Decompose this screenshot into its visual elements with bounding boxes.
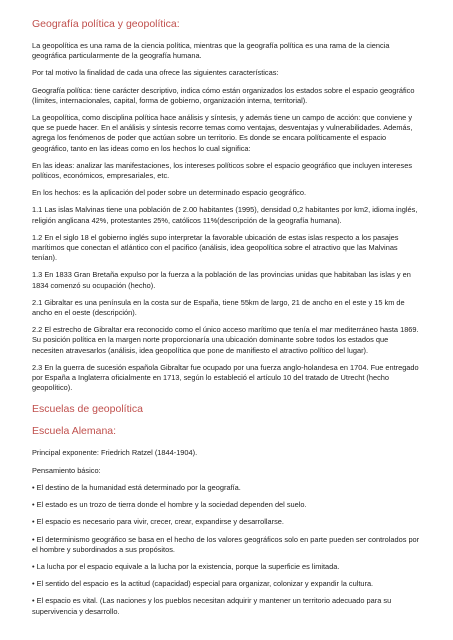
paragraph: En los hechos: es la aplicación del poder sobre un determinado espacio geográfico. [32, 188, 307, 198]
document-title: Geografía política y geopolítica: [32, 18, 180, 30]
bullet-item: • El espacio es vital. (Las naciones y los pueblos necesitan adquirir y mantener un territorio adecuado para su supervivencia y desarrollo. [32, 596, 392, 616]
subsection-title: Escuela Alemana: [32, 425, 117, 438]
paragraph: 1.1 Las islas Malvinas tiene una población de 2.00 habitantes (1995), densidad 0,2 habitantes por km2, idioma inglés, religión anglicana 42%, protestantes 25%, católicos 11%(descripción de la geografía humana). [32, 205, 418, 225]
section-title: Escuelas de geopolítica [32, 403, 143, 416]
bullet-item: • El sentido del espacio es la actitud (capacidad) especial para organizar, colonizar y expandir la cultura. [32, 579, 374, 589]
paragraph: Geografía política: tiene carácter descriptivo, indica cómo están organizados los estados sobre el espacio geográfico (límites, internacionales, capital, forma de gobierno, organización interna, territorial). [32, 85, 415, 105]
paragraph: En las ideas: analizar las manifestaciones, los intereses políticos sobre el espacio geográfico que incluyen intereses políticos, económicos, empresariales, etc. [32, 160, 413, 181]
bullet-item: • El destino de la humanidad está determinado por la geografía. [32, 482, 241, 492]
paragraph: La geopolítica es una rama de la ciencia política, mientras que la geografía política es una rama de la ciencia geográfica particularmente de la geografía humana. [32, 41, 390, 61]
paragraph: La geopolítica, como disciplina política hace análisis y síntesis, y además tiene un campo de acción: que conviene y que se puede hacer. En el análisis y síntesis recorre temas como ventajas, desventajas y vulnerabilidades. Además, agrega los fenómenos de poder que actúan sobre un territorio. Es donde se encara políticamente el espacio geográfico, tanto en las ideas como en los hechos lo cual significa: [32, 113, 413, 153]
bullet-item: • El estado es un trozo de tierra donde el hombre y la sociedad dependen del suelo. [32, 500, 307, 510]
bullet-item: • El determinismo geográfico se basa en el hecho de los valores geográficos solo en parte pueden ser controlados por el hombre y subordinados a sus propósitos. [32, 534, 420, 554]
paragraph: 1.2 En el siglo 18 el gobierno inglés supo interpretar la favorable ubicación de estas islas respecto a los pasajes marítimos que conectan el atlántico con el pacifico (análisis, idea geopolítica sobre el atractivo que las Malvinas tenían). [32, 232, 399, 263]
bullet-item: • El espacio es necesario para vivir, crecer, crear, expandirse y desarrollarse. [32, 517, 284, 527]
paragraph: Pensamiento básico: [32, 465, 101, 475]
paragraph: 1.3 En 1833 Gran Bretaña expulso por la fuerza a la población de las provincias unidas que habitaban las islas y en 1834 comenzó su ocupación (hecho). [32, 270, 411, 290]
paragraph: Principal exponente: Friedrich Ratzel (1844-1904). [32, 448, 198, 458]
paragraph: 2.2 El estrecho de Gibraltar era reconocido como el único acceso marítimo que tenía el mar mediterráneo hasta 1869. Su posición política en la margen norte proporcionaría una ubicación dominante sobre todos los estados que necesiten atravesarlos (análisis, idea geopolítica que pone de manifiesto el atractivo político del lugar). [32, 325, 419, 355]
bullet-item: • La lucha por el espacio equivale a la lucha por la existencia, porque la superficie es limitada. [32, 561, 340, 571]
paragraph: 2.1 Gibraltar es una península en la costa sur de España, tiene 55km de largo, 21 de ancho en el este y 15 km de ancho en el oeste (descripción). [32, 297, 405, 318]
paragraph: Por tal motivo la finalidad de cada una ofrece las siguientes características: [32, 68, 279, 78]
paragraph: 2.3 En la guerra de sucesión española Gibraltar fue ocupado por una fuerza anglo-holandesa en 1704. Fue entregado por España a Inglaterra oficialmente en 1713, según lo estableció el artículo 10 del tratado de Utrecht (hecho geopolítico). [32, 362, 419, 393]
